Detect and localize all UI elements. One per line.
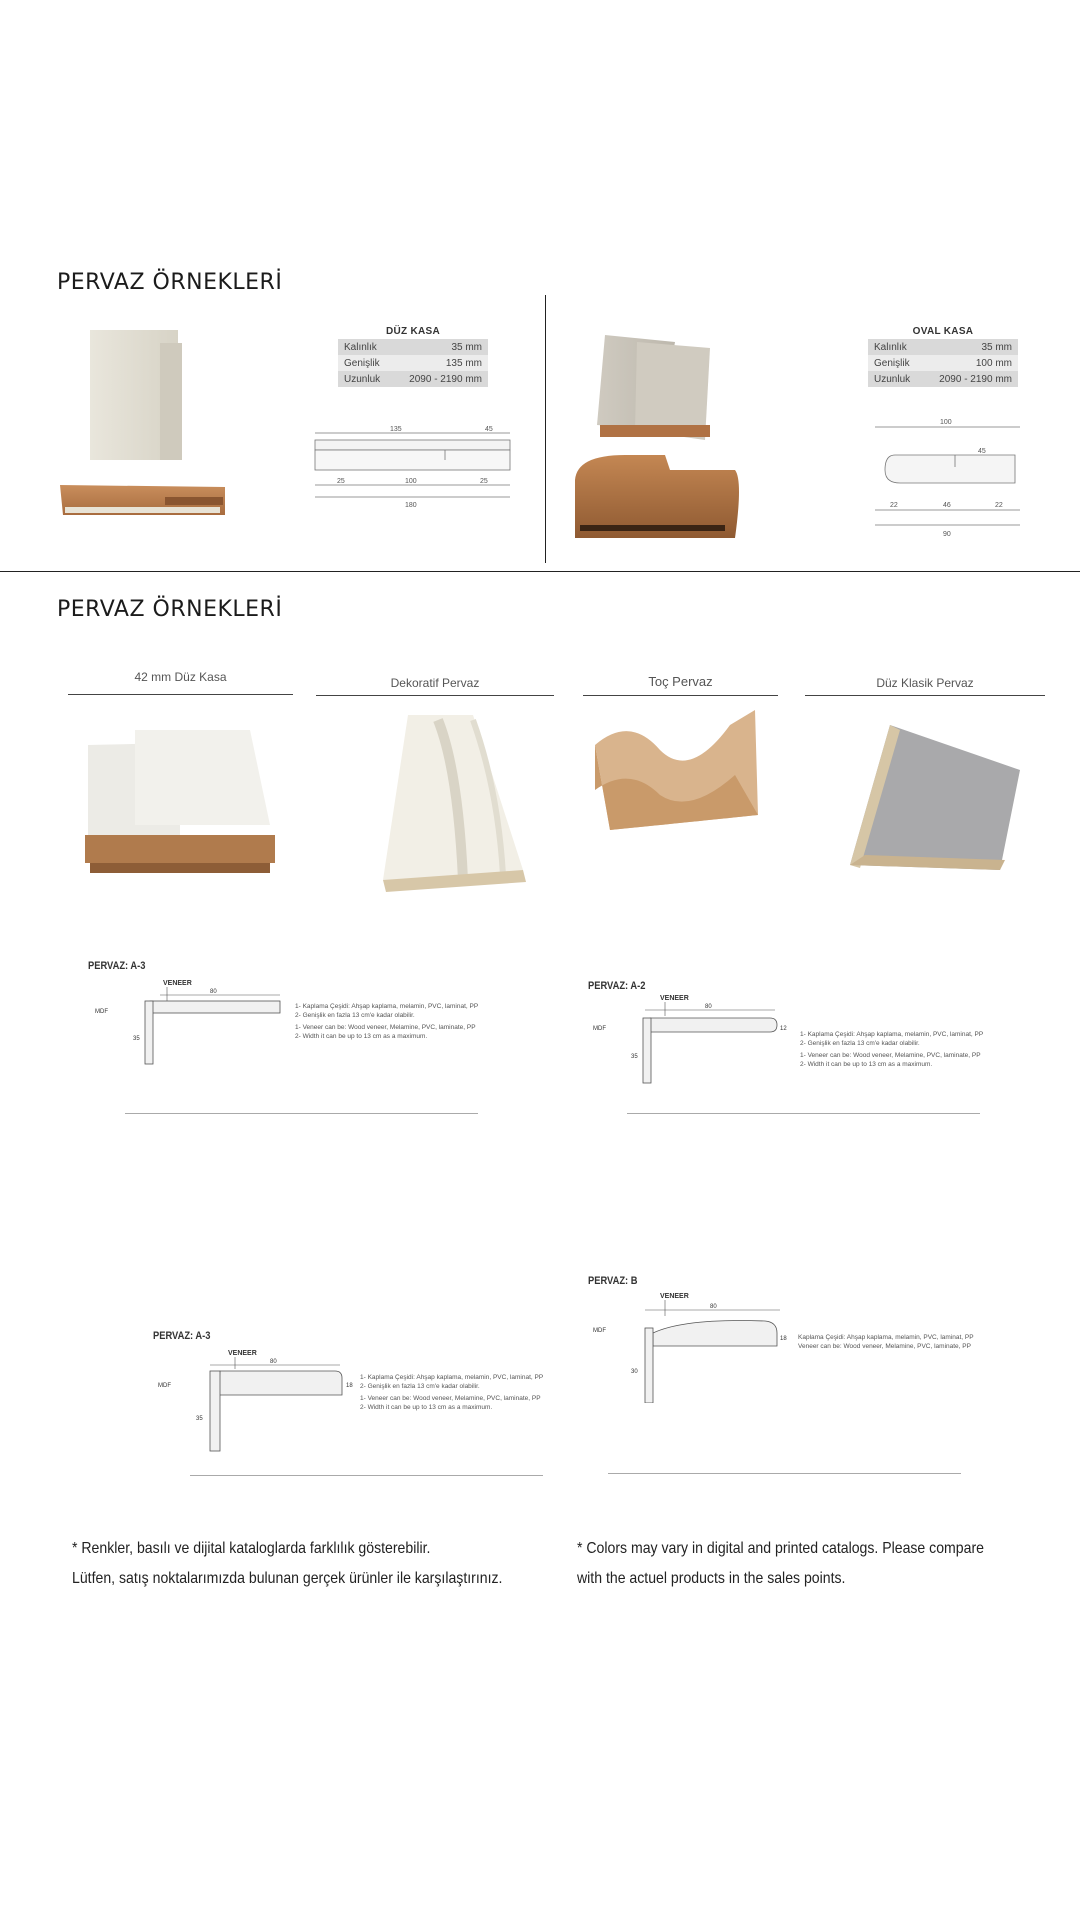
diagram-label: PERVAZ: A-3: [153, 1330, 211, 1342]
diagram-4-rule: [608, 1473, 961, 1474]
dim-seg1: 25: [337, 478, 345, 485]
diagram-label: PERVAZ: A-3: [88, 960, 146, 972]
dim-seg3: 22: [995, 502, 1003, 509]
duz-kasa-heading: DÜZ KASA: [385, 326, 441, 337]
diagram-3-drawing: [150, 1345, 360, 1460]
spec-label: Uzunluk: [874, 373, 911, 385]
spec-value: 35 mm: [981, 341, 1012, 353]
width-dim: 80: [710, 1304, 717, 1310]
duz-kasa-product-image: [55, 325, 235, 525]
mdf-label: MDF: [158, 1383, 171, 1389]
dim-seg2: 100: [405, 478, 417, 485]
product-image-duz-klasik-pervaz: [840, 720, 1030, 875]
section1-title: PERVAZ ÖRNEKLERİ: [57, 270, 283, 295]
diagram-1-drawing: [85, 975, 295, 1080]
height-dim: 30: [631, 1369, 638, 1375]
veneer-label: VENEER: [163, 980, 192, 987]
section1-divider: [545, 295, 546, 563]
diagram-3-rule: [190, 1475, 543, 1476]
spec-value: 2090 - 2190 mm: [409, 373, 482, 385]
footer-note-tr: * Renkler, basılı ve dijital kataloglarda farklılık gösterebilir. Lütfen, satış noktalarımızda bulunan gerçek ürünler ile karşılaştırınız.: [72, 1540, 503, 1587]
thick-dim: 18: [346, 1383, 353, 1389]
dim-top: 135: [390, 426, 402, 433]
mdf-label: MDF: [593, 1328, 606, 1334]
diagram-3-notes: 1- Kaplama Çeşidi: Ahşap kaplama, melamin, PVC, laminat, PP 2- Genişlik en fazla 13 cm'e kadar olabilir. 1- Veneer can be: Wood veneer, Melamine, PVC, laminate, PP 2- Width it can be up to 13 cm as a maximum.: [360, 1374, 544, 1411]
spec-label: Genişlik: [874, 357, 910, 369]
dim-right: 45: [485, 426, 493, 433]
duz-kasa-spec-table: [338, 339, 488, 387]
spec-value: 2090 - 2190 mm: [939, 373, 1012, 385]
height-dim: 35: [196, 1416, 203, 1422]
dim-seg1: 22: [890, 502, 898, 509]
oval-kasa-product-image: [565, 330, 755, 540]
veneer-label: VENEER: [228, 1350, 257, 1357]
thick-dim: 12: [780, 1026, 787, 1032]
spec-value: 100 mm: [975, 357, 1012, 369]
product-image-duz-kasa-42: [80, 725, 280, 880]
spec-label: Uzunluk: [344, 373, 381, 385]
diagram-2-rule: [627, 1113, 980, 1114]
product-caption-4: Düz Klasik Pervaz: [805, 676, 1045, 696]
diagram-1-notes: 1- Kaplama Çeşidi: Ahşap kaplama, melamin, PVC, laminat, PP 2- Genişlik en fazla 13 cm'e kadar olabilir. 1- Veneer can be: Wood veneer, Melamine, PVC, laminate, PP 2- Width it can be up to 13 cm as a maximum.: [295, 1003, 479, 1040]
diagram-4-drawing: [585, 1288, 795, 1403]
thick-dim: 18: [780, 1336, 787, 1342]
dim-seg2: 46: [943, 502, 951, 509]
product-caption-1: 42 mm Düz Kasa: [68, 670, 293, 695]
dim-mid: 45: [978, 448, 986, 455]
product-image-dekoratif-pervaz: [378, 710, 538, 895]
oval-kasa-heading: OVAL KASA: [912, 326, 974, 337]
spec-label: Kalınlık: [874, 341, 907, 353]
diagram-label: PERVAZ: A-2: [588, 980, 646, 992]
product-caption-3: Toç Pervaz: [583, 674, 778, 696]
diagram-label: PERVAZ: B: [588, 1275, 638, 1287]
diagram-1-rule: [125, 1113, 478, 1114]
width-dim: 80: [210, 989, 217, 995]
height-dim: 35: [133, 1036, 140, 1042]
section2-title: PERVAZ ÖRNEKLERİ: [57, 597, 283, 622]
product-caption-2: Dekoratif Pervaz: [316, 676, 554, 696]
oval-kasa-drawing: [855, 415, 1035, 540]
spec-label: Kalınlık: [344, 341, 377, 353]
dim-top: 100: [940, 419, 952, 426]
footer-note-en: * Colors may vary in digital and printed catalogs. Please compare with the actuel products in the sales points.: [577, 1540, 984, 1587]
dim-seg3: 25: [480, 478, 488, 485]
section-separator: [0, 571, 1080, 572]
spec-value: 35 mm: [451, 341, 482, 353]
mdf-label: MDF: [593, 1026, 606, 1032]
spec-label: Genişlik: [344, 357, 380, 369]
height-dim: 35: [631, 1054, 638, 1060]
mdf-label: MDF: [95, 1009, 108, 1015]
veneer-label: VENEER: [660, 1293, 689, 1300]
veneer-label: VENEER: [660, 995, 689, 1002]
diagram-2-drawing: [585, 990, 795, 1095]
diagram-4-notes: Kaplama Çeşidi: Ahşap kaplama, melamin, PVC, laminat, PP Veneer can be: Wood veneer, Melamine, PVC, laminate, PP: [798, 1334, 974, 1350]
diagram-2-notes: 1- Kaplama Çeşidi: Ahşap kaplama, melamin, PVC, laminat, PP 2- Genişlik en fazla 13 cm'e kadar olabilir. 1- Veneer can be: Wood veneer, Melamine, PVC, laminate, PP 2- Width it can be up to 13 cm as a maximum.: [800, 1031, 984, 1068]
duz-kasa-drawing: [295, 425, 525, 515]
spec-value: 135 mm: [445, 357, 482, 369]
width-dim: 80: [270, 1359, 277, 1365]
oval-kasa-spec-table: [868, 339, 1018, 387]
product-image-toc-pervaz: [590, 705, 760, 845]
width-dim: 80: [705, 1004, 712, 1010]
dim-bottom: 180: [405, 502, 417, 509]
dim-bottom: 90: [943, 531, 951, 538]
